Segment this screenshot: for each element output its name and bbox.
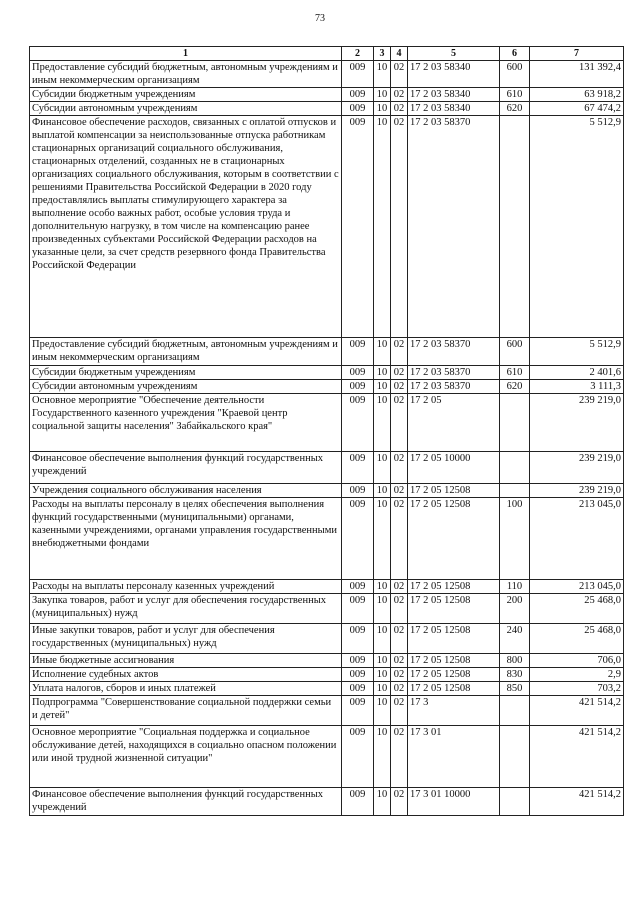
- row-pr-cell: 02: [391, 452, 408, 484]
- table-header-row: [30, 47, 624, 61]
- row-name-cell: Закупка товаров, работ и услуг для обеспечения государственных (муниципальных) нужд: [30, 594, 342, 624]
- row-sum-cell: 3 111,3: [530, 380, 624, 394]
- row-name-cell: Расходы на выплаты персоналу казенных учреждений: [30, 580, 342, 594]
- page-number: 73: [315, 13, 325, 24]
- row-ved-cell: 009: [342, 580, 374, 594]
- row-rz-cell: 10: [374, 726, 391, 788]
- row-ved-cell: 009: [342, 668, 374, 682]
- row-name-cell: Финансовое обеспечение расходов, связанных с оплатой отпусков и выплатой компенсации за неиспользованные отпуска работникам стационарных организаций социального обслуживания, стационарных отделений, созданных не в стационарных организациях социального обслуживания, которым в соответствии с решениями Правительства Российской Федерации в 2020 году предоставлялись выплаты стимулирующего характера за выполнение особо важных работ, особые условия труда и дополнительную нагрузку, в том числе на компенсацию ранее произведенных субъектами Российской Федерации расходов на указанные цели, за счет средств резервного фонда Правительства Российской Федерации: [30, 116, 342, 338]
- row-name-cell: Субсидии бюджетным учреждениям: [30, 88, 342, 102]
- table-row: [30, 380, 624, 394]
- row-ved-cell: 009: [342, 484, 374, 498]
- row-pr-cell: 02: [391, 624, 408, 654]
- row-rz-cell: 10: [374, 654, 391, 668]
- row-ved-cell: 009: [342, 366, 374, 380]
- table-row: [30, 654, 624, 668]
- row-rz-cell: 10: [374, 394, 391, 452]
- row-vr-cell: [500, 116, 530, 338]
- row-pr-cell: 02: [391, 696, 408, 726]
- row-pr-cell: 02: [391, 498, 408, 580]
- row-name-cell: Подпрограмма "Совершенствование социальной поддержки семьи и детей": [30, 696, 342, 726]
- row-csr-cell: 17 2 05: [408, 394, 500, 452]
- row-name-cell: Субсидии автономным учреждениям: [30, 102, 342, 116]
- table-row: [30, 366, 624, 380]
- row-pr-cell: 02: [391, 594, 408, 624]
- row-pr-cell: 02: [391, 380, 408, 394]
- table-row: [30, 88, 624, 102]
- row-vr-cell: 600: [500, 61, 530, 88]
- row-vr-cell: [500, 726, 530, 788]
- row-vr-cell: [500, 788, 530, 816]
- row-csr-cell: 17 3: [408, 696, 500, 726]
- row-pr-cell: 02: [391, 726, 408, 788]
- row-sum-cell: 67 474,2: [530, 102, 624, 116]
- row-csr-cell: 17 2 03 58370: [408, 366, 500, 380]
- row-pr-cell: 02: [391, 61, 408, 88]
- row-csr-cell: 17 2 05 12508: [408, 668, 500, 682]
- row-vr-cell: 240: [500, 624, 530, 654]
- row-csr-cell: 17 2 05 12508: [408, 498, 500, 580]
- row-sum-cell: 421 514,2: [530, 696, 624, 726]
- row-pr-cell: 02: [391, 366, 408, 380]
- budget-table: [29, 46, 624, 816]
- row-sum-cell: 2 401,6: [530, 366, 624, 380]
- row-ved-cell: 009: [342, 594, 374, 624]
- table-row: [30, 338, 624, 366]
- row-rz-cell: 10: [374, 696, 391, 726]
- table-row: [30, 580, 624, 594]
- row-vr-cell: 610: [500, 88, 530, 102]
- row-sum-cell: 421 514,2: [530, 726, 624, 788]
- row-pr-cell: 02: [391, 580, 408, 594]
- row-name-cell: Предоставление субсидий бюджетным, автономным учреждениям и иным некоммерческим организациям: [30, 338, 342, 366]
- row-name-cell: Основное мероприятие "Обеспечение деятельности Государственного казенного учреждения "Краевой центр социальной защиты населения" Забайкальского края": [30, 394, 342, 452]
- row-ved-cell: 009: [342, 394, 374, 452]
- row-csr-cell: 17 2 05 12508: [408, 594, 500, 624]
- row-csr-cell: 17 2 03 58370: [408, 338, 500, 366]
- table-row: [30, 116, 624, 338]
- header-col-4: 4: [391, 47, 408, 61]
- row-vr-cell: [500, 696, 530, 726]
- row-rz-cell: 10: [374, 61, 391, 88]
- row-pr-cell: 02: [391, 484, 408, 498]
- row-csr-cell: 17 2 05 12508: [408, 624, 500, 654]
- row-ved-cell: 009: [342, 726, 374, 788]
- row-ved-cell: 009: [342, 116, 374, 338]
- row-pr-cell: 02: [391, 338, 408, 366]
- row-csr-cell: 17 2 05 12508: [408, 682, 500, 696]
- table-row: [30, 696, 624, 726]
- row-vr-cell: 830: [500, 668, 530, 682]
- row-pr-cell: 02: [391, 682, 408, 696]
- row-csr-cell: 17 2 03 58340: [408, 61, 500, 88]
- row-vr-cell: 200: [500, 594, 530, 624]
- row-vr-cell: 800: [500, 654, 530, 668]
- table-row: [30, 726, 624, 788]
- row-vr-cell: 100: [500, 498, 530, 580]
- row-vr-cell: [500, 484, 530, 498]
- row-ved-cell: 009: [342, 696, 374, 726]
- row-ved-cell: 009: [342, 624, 374, 654]
- table-body: [30, 61, 624, 816]
- row-rz-cell: 10: [374, 624, 391, 654]
- row-sum-cell: 2,9: [530, 668, 624, 682]
- row-csr-cell: 17 2 03 58340: [408, 88, 500, 102]
- row-rz-cell: 10: [374, 484, 391, 498]
- row-rz-cell: 10: [374, 452, 391, 484]
- header-col-3: 3: [374, 47, 391, 61]
- row-rz-cell: 10: [374, 380, 391, 394]
- row-sum-cell: 5 512,9: [530, 338, 624, 366]
- row-sum-cell: 25 468,0: [530, 594, 624, 624]
- row-sum-cell: 213 045,0: [530, 580, 624, 594]
- row-name-cell: Субсидии бюджетным учреждениям: [30, 366, 342, 380]
- header-col-1: 1: [30, 47, 342, 61]
- header-col-7: 7: [530, 47, 624, 61]
- header-col-5: 5: [408, 47, 500, 61]
- row-ved-cell: 009: [342, 88, 374, 102]
- row-name-cell: Субсидии автономным учреждениям: [30, 380, 342, 394]
- row-vr-cell: 110: [500, 580, 530, 594]
- row-csr-cell: 17 2 03 58370: [408, 380, 500, 394]
- row-name-cell: Учреждения социального обслуживания населения: [30, 484, 342, 498]
- row-name-cell: Финансовое обеспечение выполнения функций государственных учреждений: [30, 788, 342, 816]
- table-row: [30, 484, 624, 498]
- row-pr-cell: 02: [391, 654, 408, 668]
- row-rz-cell: 10: [374, 102, 391, 116]
- row-sum-cell: 5 512,9: [530, 116, 624, 338]
- row-rz-cell: 10: [374, 88, 391, 102]
- row-ved-cell: 009: [342, 452, 374, 484]
- table-row: [30, 682, 624, 696]
- row-name-cell: Финансовое обеспечение выполнения функций государственных учреждений: [30, 452, 342, 484]
- row-sum-cell: 131 392,4: [530, 61, 624, 88]
- row-csr-cell: 17 2 05 12508: [408, 580, 500, 594]
- row-rz-cell: 10: [374, 366, 391, 380]
- row-vr-cell: [500, 452, 530, 484]
- row-csr-cell: 17 3 01: [408, 726, 500, 788]
- row-ved-cell: 009: [342, 380, 374, 394]
- table-row: [30, 624, 624, 654]
- row-rz-cell: 10: [374, 116, 391, 338]
- row-vr-cell: 610: [500, 366, 530, 380]
- row-rz-cell: 10: [374, 682, 391, 696]
- row-name-cell: Основное мероприятие "Социальная поддержка и социальное обслуживание детей, находящихся в социально опасном положении или иной трудной жизненной ситуации": [30, 726, 342, 788]
- header-col-6: 6: [500, 47, 530, 61]
- row-vr-cell: 850: [500, 682, 530, 696]
- row-ved-cell: 009: [342, 682, 374, 696]
- row-rz-cell: 10: [374, 668, 391, 682]
- row-csr-cell: 17 2 05 12508: [408, 484, 500, 498]
- table-row: [30, 788, 624, 816]
- row-name-cell: Иные бюджетные ассигнования: [30, 654, 342, 668]
- row-sum-cell: 239 219,0: [530, 452, 624, 484]
- row-sum-cell: 239 219,0: [530, 484, 624, 498]
- row-sum-cell: 703,2: [530, 682, 624, 696]
- table-row: [30, 498, 624, 580]
- row-pr-cell: 02: [391, 788, 408, 816]
- table-row: [30, 61, 624, 88]
- row-pr-cell: 02: [391, 668, 408, 682]
- row-rz-cell: 10: [374, 338, 391, 366]
- row-name-cell: Уплата налогов, сборов и иных платежей: [30, 682, 342, 696]
- row-rz-cell: 10: [374, 498, 391, 580]
- row-vr-cell: 620: [500, 380, 530, 394]
- row-csr-cell: 17 2 05 12508: [408, 654, 500, 668]
- row-name-cell: Иные закупки товаров, работ и услуг для обеспечения государственных (муниципальных) нужд: [30, 624, 342, 654]
- row-csr-cell: 17 2 03 58340: [408, 102, 500, 116]
- row-vr-cell: 600: [500, 338, 530, 366]
- row-ved-cell: 009: [342, 338, 374, 366]
- row-sum-cell: 25 468,0: [530, 624, 624, 654]
- row-pr-cell: 02: [391, 88, 408, 102]
- row-pr-cell: 02: [391, 116, 408, 338]
- row-ved-cell: 009: [342, 498, 374, 580]
- row-name-cell: Расходы на выплаты персоналу в целях обеспечения выполнения функций государственными (муниципальными) органами, казенными учреждениями, органами управления государственными внебюджетными фондами: [30, 498, 342, 580]
- row-ved-cell: 009: [342, 788, 374, 816]
- row-sum-cell: 421 514,2: [530, 788, 624, 816]
- row-sum-cell: 706,0: [530, 654, 624, 668]
- row-vr-cell: [500, 394, 530, 452]
- row-sum-cell: 213 045,0: [530, 498, 624, 580]
- row-sum-cell: 239 219,0: [530, 394, 624, 452]
- table-row: [30, 594, 624, 624]
- row-ved-cell: 009: [342, 102, 374, 116]
- table-row: [30, 668, 624, 682]
- row-rz-cell: 10: [374, 580, 391, 594]
- row-csr-cell: 17 3 01 10000: [408, 788, 500, 816]
- row-name-cell: Исполнение судебных актов: [30, 668, 342, 682]
- row-vr-cell: 620: [500, 102, 530, 116]
- row-pr-cell: 02: [391, 102, 408, 116]
- table-row: [30, 102, 624, 116]
- row-csr-cell: 17 2 03 58370: [408, 116, 500, 338]
- row-ved-cell: 009: [342, 61, 374, 88]
- row-pr-cell: 02: [391, 394, 408, 452]
- table-row: [30, 452, 624, 484]
- row-rz-cell: 10: [374, 788, 391, 816]
- row-sum-cell: 63 918,2: [530, 88, 624, 102]
- row-csr-cell: 17 2 05 10000: [408, 452, 500, 484]
- row-name-cell: Предоставление субсидий бюджетным, автономным учреждениям и иным некоммерческим организациям: [30, 61, 342, 88]
- header-col-2: 2: [342, 47, 374, 61]
- row-ved-cell: 009: [342, 654, 374, 668]
- row-rz-cell: 10: [374, 594, 391, 624]
- table-row: [30, 394, 624, 452]
